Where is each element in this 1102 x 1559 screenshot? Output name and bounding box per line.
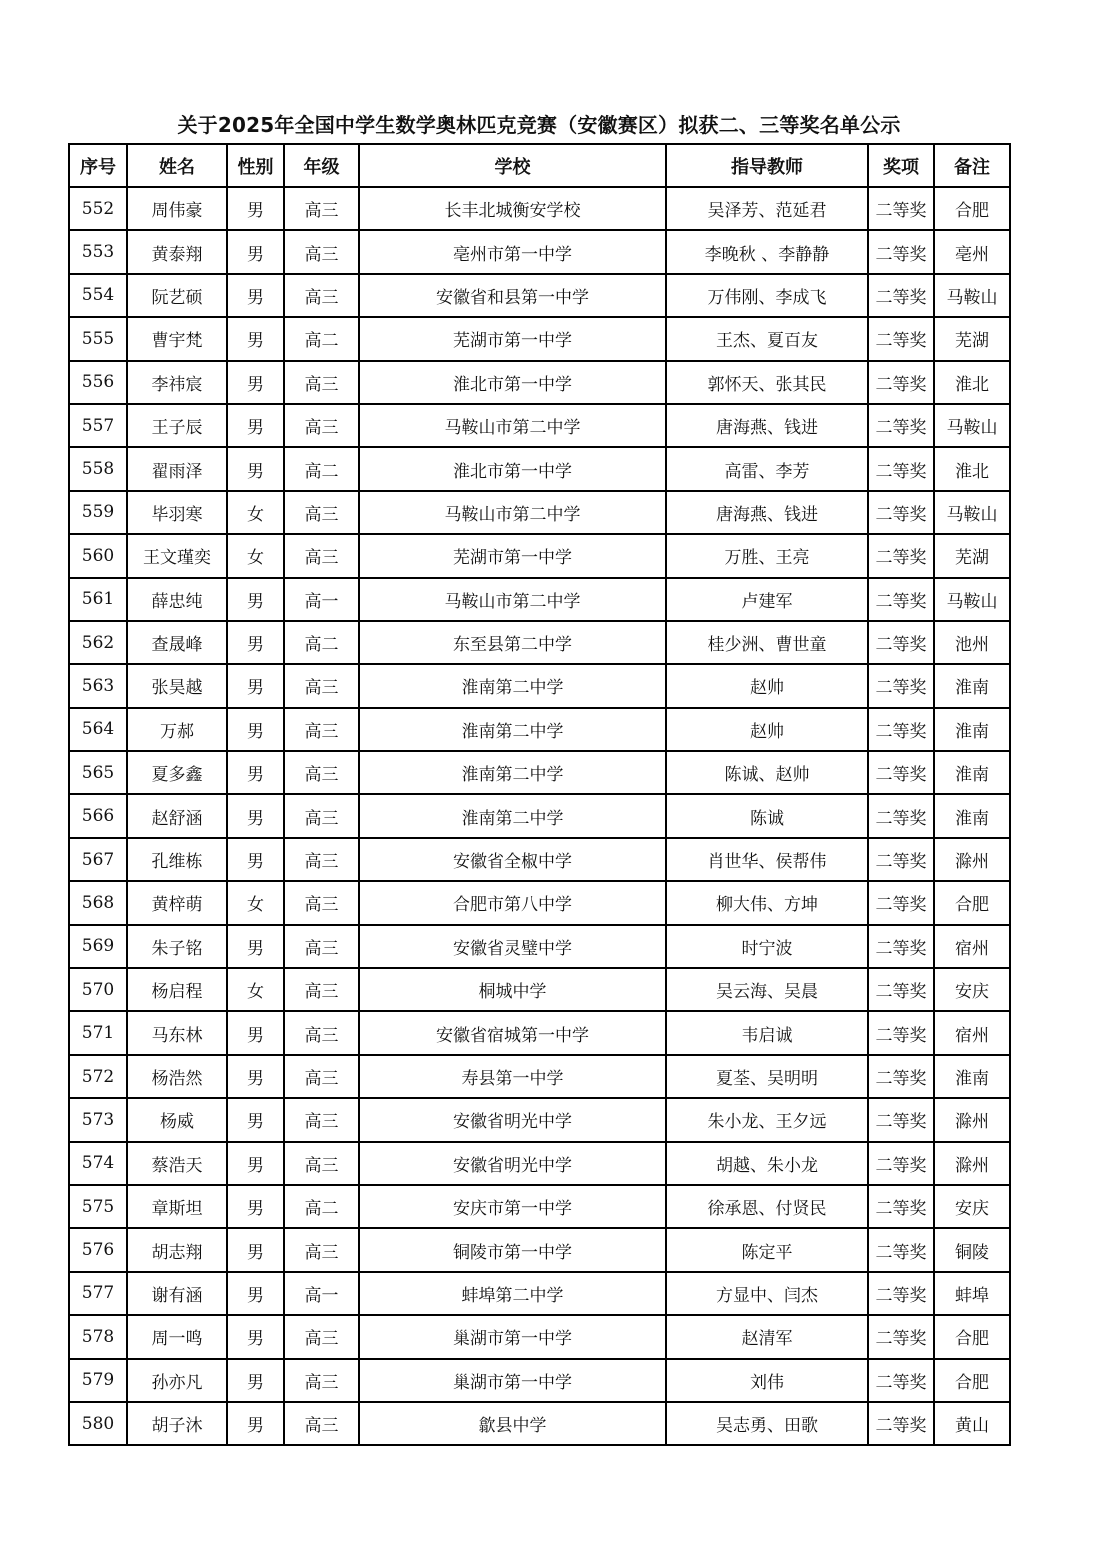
cell-teacher: 柳大伟、方坤 [666, 881, 868, 924]
cell-award: 二等奖 [868, 230, 934, 273]
cell-grade: 高三 [284, 751, 359, 794]
cell-grade: 高三 [284, 1055, 359, 1098]
header-note: 备注 [934, 144, 1010, 187]
cell-seq: 571 [69, 1011, 127, 1054]
cell-teacher: 方显中、闫杰 [666, 1272, 868, 1315]
cell-award: 二等奖 [868, 361, 934, 404]
cell-gender: 男 [227, 1185, 284, 1228]
table-row [69, 664, 1010, 707]
table-row [69, 708, 1010, 751]
cell-award: 二等奖 [868, 534, 934, 577]
table-row [69, 1098, 1010, 1141]
cell-award: 二等奖 [868, 578, 934, 621]
table-row [69, 1055, 1010, 1098]
cell-seq: 553 [69, 230, 127, 273]
cell-award: 二等奖 [868, 1272, 934, 1315]
cell-teacher: 赵帅 [666, 664, 868, 707]
cell-teacher: 赵清军 [666, 1315, 868, 1358]
cell-name: 阮艺硕 [127, 274, 227, 317]
cell-seq: 567 [69, 838, 127, 881]
cell-name: 赵舒涵 [127, 794, 227, 837]
table-row [69, 925, 1010, 968]
cell-award: 二等奖 [868, 1142, 934, 1185]
cell-note: 合肥 [934, 1315, 1010, 1358]
cell-grade: 高三 [284, 664, 359, 707]
cell-note: 合肥 [934, 187, 1010, 230]
cell-name: 万郝 [127, 708, 227, 751]
cell-name: 毕羽寒 [127, 491, 227, 534]
cell-name: 翟雨泽 [127, 447, 227, 490]
cell-teacher: 赵帅 [666, 708, 868, 751]
cell-gender: 男 [227, 187, 284, 230]
cell-award: 二等奖 [868, 664, 934, 707]
table-row [69, 881, 1010, 924]
table-header-row [69, 144, 1010, 187]
cell-grade: 高二 [284, 317, 359, 360]
cell-seq: 569 [69, 925, 127, 968]
cell-name: 周伟豪 [127, 187, 227, 230]
cell-seq: 558 [69, 447, 127, 490]
cell-award: 二等奖 [868, 1315, 934, 1358]
cell-gender: 男 [227, 361, 284, 404]
cell-gender: 男 [227, 1359, 284, 1402]
cell-note: 安庆 [934, 1185, 1010, 1228]
cell-gender: 女 [227, 534, 284, 577]
cell-note: 淮南 [934, 751, 1010, 794]
cell-note: 马鞍山 [934, 491, 1010, 534]
cell-seq: 580 [69, 1402, 127, 1445]
cell-school: 芜湖市第一中学 [359, 317, 666, 360]
table-row [69, 1142, 1010, 1185]
cell-gender: 男 [227, 925, 284, 968]
cell-teacher: 卢建军 [666, 578, 868, 621]
cell-name: 黄梓萌 [127, 881, 227, 924]
cell-teacher: 万伟刚、李成飞 [666, 274, 868, 317]
cell-note: 芜湖 [934, 534, 1010, 577]
cell-school: 安徽省和县第一中学 [359, 274, 666, 317]
cell-note: 滁州 [934, 838, 1010, 881]
cell-seq: 560 [69, 534, 127, 577]
cell-name: 薛忠纯 [127, 578, 227, 621]
cell-gender: 男 [227, 751, 284, 794]
cell-school: 淮北市第一中学 [359, 361, 666, 404]
cell-teacher: 朱小龙、王夕远 [666, 1098, 868, 1141]
header-seq: 序号 [69, 144, 127, 187]
cell-teacher: 肖世华、侯帮伟 [666, 838, 868, 881]
cell-gender: 男 [227, 1011, 284, 1054]
cell-gender: 男 [227, 1142, 284, 1185]
cell-school: 歙县中学 [359, 1402, 666, 1445]
cell-gender: 男 [227, 1228, 284, 1271]
cell-note: 淮北 [934, 361, 1010, 404]
cell-seq: 570 [69, 968, 127, 1011]
cell-school: 巢湖市第一中学 [359, 1315, 666, 1358]
table-row [69, 1011, 1010, 1054]
cell-name: 孙亦凡 [127, 1359, 227, 1402]
table-row [69, 534, 1010, 577]
cell-award: 二等奖 [868, 317, 934, 360]
table-row [69, 317, 1010, 360]
cell-school: 马鞍山市第二中学 [359, 491, 666, 534]
cell-grade: 高三 [284, 1011, 359, 1054]
cell-teacher: 陈诚 [666, 794, 868, 837]
cell-teacher: 李晚秋 、李静静 [666, 230, 868, 273]
cell-award: 二等奖 [868, 621, 934, 664]
cell-grade: 高二 [284, 447, 359, 490]
cell-note: 铜陵 [934, 1228, 1010, 1271]
cell-grade: 高二 [284, 621, 359, 664]
cell-school: 淮南第二中学 [359, 751, 666, 794]
cell-teacher: 桂少洲、曹世童 [666, 621, 868, 664]
cell-grade: 高三 [284, 925, 359, 968]
cell-seq: 556 [69, 361, 127, 404]
cell-award: 二等奖 [868, 1185, 934, 1228]
cell-name: 孔维栋 [127, 838, 227, 881]
cell-grade: 高三 [284, 1359, 359, 1402]
cell-name: 夏多鑫 [127, 751, 227, 794]
cell-name: 谢有涵 [127, 1272, 227, 1315]
table-row [69, 230, 1010, 273]
cell-gender: 男 [227, 1315, 284, 1358]
cell-grade: 高三 [284, 1315, 359, 1358]
cell-name: 胡子沐 [127, 1402, 227, 1445]
cell-teacher: 王杰、夏百友 [666, 317, 868, 360]
cell-note: 马鞍山 [934, 578, 1010, 621]
cell-school: 长丰北城衡安学校 [359, 187, 666, 230]
cell-award: 二等奖 [868, 794, 934, 837]
table-row [69, 1272, 1010, 1315]
table-row [69, 578, 1010, 621]
cell-grade: 高二 [284, 1185, 359, 1228]
header-award: 奖项 [868, 144, 934, 187]
cell-seq: 568 [69, 881, 127, 924]
cell-name: 张昊越 [127, 664, 227, 707]
cell-seq: 579 [69, 1359, 127, 1402]
table-row [69, 1185, 1010, 1228]
table-row [69, 968, 1010, 1011]
cell-school: 淮南第二中学 [359, 708, 666, 751]
cell-award: 二等奖 [868, 447, 934, 490]
cell-award: 二等奖 [868, 1359, 934, 1402]
cell-name: 杨启程 [127, 968, 227, 1011]
cell-note: 宿州 [934, 925, 1010, 968]
cell-teacher: 夏荃、吴明明 [666, 1055, 868, 1098]
cell-school: 桐城中学 [359, 968, 666, 1011]
cell-school: 淮南第二中学 [359, 794, 666, 837]
cell-note: 合肥 [934, 881, 1010, 924]
cell-note: 滁州 [934, 1142, 1010, 1185]
cell-note: 安庆 [934, 968, 1010, 1011]
cell-note: 亳州 [934, 230, 1010, 273]
cell-award: 二等奖 [868, 1055, 934, 1098]
cell-name: 章斯坦 [127, 1185, 227, 1228]
cell-note: 池州 [934, 621, 1010, 664]
cell-award: 二等奖 [868, 751, 934, 794]
cell-teacher: 韦启诚 [666, 1011, 868, 1054]
cell-gender: 男 [227, 794, 284, 837]
cell-name: 查晟峰 [127, 621, 227, 664]
cell-school: 亳州市第一中学 [359, 230, 666, 273]
cell-note: 淮北 [934, 447, 1010, 490]
cell-school: 东至县第二中学 [359, 621, 666, 664]
cell-note: 马鞍山 [934, 274, 1010, 317]
award-list-table [68, 143, 1011, 1446]
cell-seq: 557 [69, 404, 127, 447]
cell-school: 巢湖市第一中学 [359, 1359, 666, 1402]
cell-teacher: 胡越、朱小龙 [666, 1142, 868, 1185]
cell-seq: 572 [69, 1055, 127, 1098]
cell-award: 二等奖 [868, 881, 934, 924]
cell-school: 安徽省灵璧中学 [359, 925, 666, 968]
cell-gender: 男 [227, 1272, 284, 1315]
cell-school: 蚌埠第二中学 [359, 1272, 666, 1315]
cell-note: 宿州 [934, 1011, 1010, 1054]
cell-seq: 574 [69, 1142, 127, 1185]
cell-teacher: 陈定平 [666, 1228, 868, 1271]
cell-gender: 女 [227, 881, 284, 924]
cell-school: 寿县第一中学 [359, 1055, 666, 1098]
cell-note: 马鞍山 [934, 404, 1010, 447]
cell-gender: 男 [227, 708, 284, 751]
cell-grade: 高三 [284, 491, 359, 534]
cell-name: 王文瑾奕 [127, 534, 227, 577]
cell-name: 李祎宸 [127, 361, 227, 404]
cell-name: 黄泰翔 [127, 230, 227, 273]
cell-award: 二等奖 [868, 187, 934, 230]
cell-seq: 555 [69, 317, 127, 360]
table-row [69, 447, 1010, 490]
header-teacher: 指导教师 [666, 144, 868, 187]
cell-seq: 566 [69, 794, 127, 837]
cell-school: 淮北市第一中学 [359, 447, 666, 490]
table-row [69, 794, 1010, 837]
cell-seq: 575 [69, 1185, 127, 1228]
table-row [69, 621, 1010, 664]
table-row [69, 187, 1010, 230]
cell-award: 二等奖 [868, 708, 934, 751]
cell-gender: 男 [227, 1055, 284, 1098]
cell-gender: 男 [227, 1402, 284, 1445]
cell-gender: 男 [227, 621, 284, 664]
cell-teacher: 刘伟 [666, 1359, 868, 1402]
cell-seq: 578 [69, 1315, 127, 1358]
cell-note: 淮南 [934, 1055, 1010, 1098]
cell-grade: 高三 [284, 1228, 359, 1271]
cell-name: 杨浩然 [127, 1055, 227, 1098]
cell-note: 黄山 [934, 1402, 1010, 1445]
cell-school: 芜湖市第一中学 [359, 534, 666, 577]
cell-grade: 高三 [284, 230, 359, 273]
cell-gender: 男 [227, 838, 284, 881]
cell-teacher: 唐海燕、钱进 [666, 491, 868, 534]
cell-grade: 高三 [284, 1098, 359, 1141]
cell-teacher: 郭怀天、张其民 [666, 361, 868, 404]
cell-school: 马鞍山市第二中学 [359, 404, 666, 447]
table-row [69, 1402, 1010, 1445]
cell-seq: 554 [69, 274, 127, 317]
cell-gender: 男 [227, 404, 284, 447]
cell-teacher: 吴泽芳、范延君 [666, 187, 868, 230]
cell-teacher: 陈诚、赵帅 [666, 751, 868, 794]
table-row [69, 751, 1010, 794]
page-title: 关于2025年全国中学生数学奥林匹克竞赛（安徽赛区）拟获二、三等奖名单公示 [177, 113, 901, 137]
cell-seq: 559 [69, 491, 127, 534]
cell-grade: 高三 [284, 534, 359, 577]
cell-note: 滁州 [934, 1098, 1010, 1141]
cell-grade: 高三 [284, 708, 359, 751]
cell-grade: 高三 [284, 1142, 359, 1185]
cell-grade: 高三 [284, 404, 359, 447]
cell-grade: 高一 [284, 578, 359, 621]
header-grade: 年级 [284, 144, 359, 187]
cell-name: 周一鸣 [127, 1315, 227, 1358]
cell-gender: 女 [227, 968, 284, 1011]
cell-grade: 高三 [284, 1402, 359, 1445]
cell-grade: 高三 [284, 838, 359, 881]
cell-award: 二等奖 [868, 968, 934, 1011]
cell-gender: 男 [227, 230, 284, 273]
cell-award: 二等奖 [868, 404, 934, 447]
cell-grade: 高三 [284, 274, 359, 317]
cell-award: 二等奖 [868, 491, 934, 534]
cell-school: 合肥市第八中学 [359, 881, 666, 924]
cell-grade: 高三 [284, 881, 359, 924]
cell-name: 杨威 [127, 1098, 227, 1141]
cell-seq: 562 [69, 621, 127, 664]
cell-seq: 565 [69, 751, 127, 794]
cell-teacher: 时宁波 [666, 925, 868, 968]
table-row [69, 838, 1010, 881]
cell-seq: 576 [69, 1228, 127, 1271]
cell-gender: 女 [227, 491, 284, 534]
cell-school: 安徽省全椒中学 [359, 838, 666, 881]
table-row [69, 404, 1010, 447]
cell-name: 马东林 [127, 1011, 227, 1054]
cell-name: 蔡浩天 [127, 1142, 227, 1185]
cell-grade: 高三 [284, 361, 359, 404]
cell-teacher: 唐海燕、钱进 [666, 404, 868, 447]
cell-school: 安庆市第一中学 [359, 1185, 666, 1228]
table-row [69, 1315, 1010, 1358]
cell-name: 曹宇梵 [127, 317, 227, 360]
header-gender: 性别 [227, 144, 284, 187]
cell-name: 胡志翔 [127, 1228, 227, 1271]
cell-school: 安徽省明光中学 [359, 1142, 666, 1185]
cell-award: 二等奖 [868, 1402, 934, 1445]
cell-grade: 高三 [284, 794, 359, 837]
cell-gender: 男 [227, 447, 284, 490]
cell-award: 二等奖 [868, 1011, 934, 1054]
cell-award: 二等奖 [868, 1098, 934, 1141]
cell-award: 二等奖 [868, 838, 934, 881]
cell-note: 芜湖 [934, 317, 1010, 360]
cell-name: 王子辰 [127, 404, 227, 447]
header-school: 学校 [359, 144, 666, 187]
cell-teacher: 吴志勇、田歌 [666, 1402, 868, 1445]
cell-seq: 577 [69, 1272, 127, 1315]
cell-teacher: 高雷、李芳 [666, 447, 868, 490]
cell-gender: 男 [227, 317, 284, 360]
cell-teacher: 吴云海、吴晨 [666, 968, 868, 1011]
table-row [69, 491, 1010, 534]
cell-gender: 男 [227, 664, 284, 707]
cell-gender: 男 [227, 578, 284, 621]
table-row [69, 1228, 1010, 1271]
header-name: 姓名 [127, 144, 227, 187]
cell-teacher: 徐承恩、付贤民 [666, 1185, 868, 1228]
cell-note: 淮南 [934, 794, 1010, 837]
cell-note: 淮南 [934, 708, 1010, 751]
cell-award: 二等奖 [868, 274, 934, 317]
cell-school: 安徽省宿城第一中学 [359, 1011, 666, 1054]
cell-seq: 561 [69, 578, 127, 621]
cell-grade: 高一 [284, 1272, 359, 1315]
cell-note: 淮南 [934, 664, 1010, 707]
cell-seq: 563 [69, 664, 127, 707]
table-row [69, 361, 1010, 404]
cell-gender: 男 [227, 1098, 284, 1141]
cell-grade: 高三 [284, 968, 359, 1011]
cell-seq: 552 [69, 187, 127, 230]
table-row [69, 274, 1010, 317]
cell-name: 朱子铭 [127, 925, 227, 968]
cell-award: 二等奖 [868, 1228, 934, 1271]
cell-note: 蚌埠 [934, 1272, 1010, 1315]
cell-seq: 573 [69, 1098, 127, 1141]
cell-school: 铜陵市第一中学 [359, 1228, 666, 1271]
cell-seq: 564 [69, 708, 127, 751]
cell-school: 淮南第二中学 [359, 664, 666, 707]
cell-school: 马鞍山市第二中学 [359, 578, 666, 621]
cell-gender: 男 [227, 274, 284, 317]
cell-grade: 高三 [284, 187, 359, 230]
cell-award: 二等奖 [868, 925, 934, 968]
cell-teacher: 万胜、王亮 [666, 534, 868, 577]
cell-note: 合肥 [934, 1359, 1010, 1402]
cell-school: 安徽省明光中学 [359, 1098, 666, 1141]
table-row [69, 1359, 1010, 1402]
